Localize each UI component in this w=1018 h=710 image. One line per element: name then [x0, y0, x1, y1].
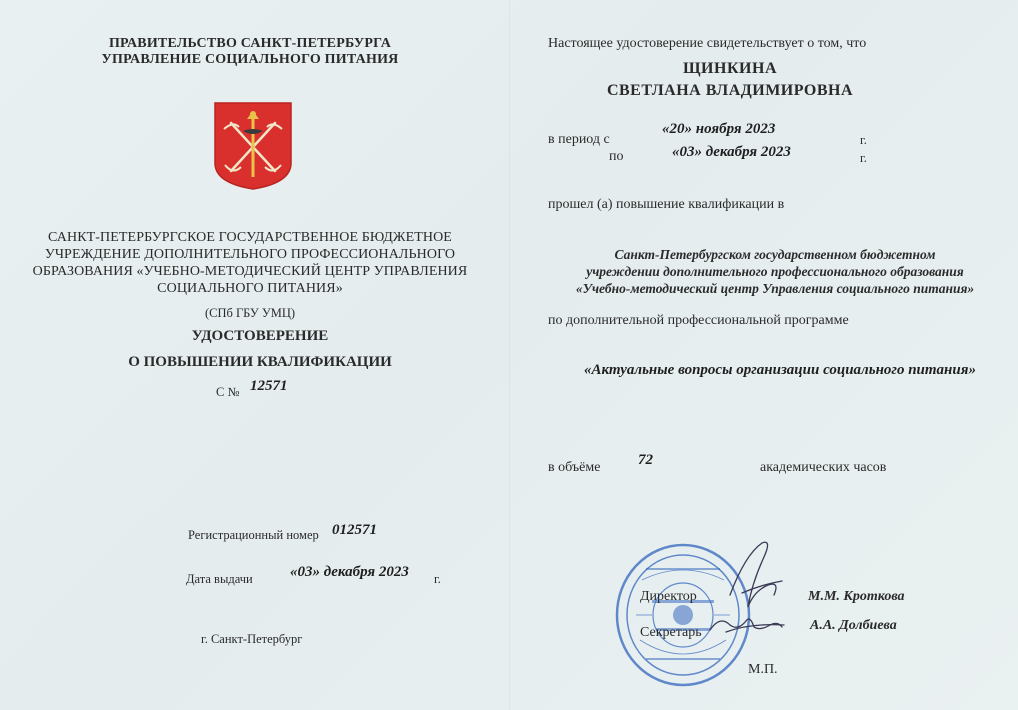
issue-date-label: Дата выдачи	[186, 572, 253, 586]
passed-label: прошел (а) повышение квалификации в	[548, 197, 785, 212]
period-to-label: по	[609, 149, 624, 164]
document-title: УДОСТОВЕРЕНИЕ	[191, 328, 329, 344]
organization-line-3: ОБРАЗОВАНИЯ «УЧЕБНО-МЕТОДИЧЕСКИЙ ЦЕНТР УПРАВЛЕНИЯ	[32, 264, 468, 279]
registration-number-value: 012571	[332, 522, 377, 538]
director-label: Директор	[640, 589, 697, 604]
period-to-value: «03» декабря 2023	[672, 144, 791, 160]
seal-label: М.П.	[748, 662, 778, 677]
institution-name	[545, 246, 1005, 297]
holder-given-names: СВЕТЛАНА ВЛАДИМИРОВНА	[606, 82, 854, 99]
period-from-label: в период с	[548, 132, 610, 147]
certificate-number-label: С №	[216, 385, 240, 399]
government-line-1: ПРАВИТЕЛЬСТВО САНКТ-ПЕТЕРБУРГА	[108, 36, 392, 51]
volume-unit: академических часов	[760, 460, 887, 475]
city-label: г. Санкт-Петербург	[201, 632, 303, 646]
institution-line-3: «Учебно-методический центр Управления социального питания»	[575, 281, 975, 296]
coat-of-arms-icon	[213, 101, 293, 191]
certificate-number-value: 12571	[250, 378, 288, 394]
organization-line-2: УЧРЕЖДЕНИЕ ДОПОЛНИТЕЛЬНОГО ПРОФЕССИОНАЛЬНОГО	[44, 247, 456, 262]
volume-value: 72	[638, 452, 653, 468]
document-subtitle: О ПОВЫШЕНИИ КВАЛИФИКАЦИИ	[128, 354, 392, 370]
secretary-label: Секретарь	[640, 625, 702, 640]
intro-text: Настоящее удостоверение свидетельствует о том, что	[548, 36, 867, 51]
page-fold	[509, 0, 510, 710]
institution-line-1: Санкт-Петербургском государственном бюджетном	[614, 247, 936, 262]
organization-name	[30, 229, 470, 297]
issue-date-year-suffix: г.	[434, 572, 441, 586]
volume-label: в объёме	[548, 460, 601, 475]
director-name: М.М. Кроткова	[808, 589, 905, 604]
organization-line-1: САНКТ-ПЕТЕРБУРГСКОЕ ГОСУДАРСТВЕННОЕ БЮДЖЕТНОЕ	[48, 230, 452, 245]
organization-abbreviation: (СПб ГБУ УМЦ)	[204, 306, 296, 320]
registration-number-label: Регистрационный номер	[188, 528, 319, 542]
institution-line-2: учреждении дополнительного профессионального образования	[586, 264, 964, 279]
holder-surname: ЩИНКИНА	[682, 60, 777, 77]
government-line-2: УПРАВЛЕНИЕ СОЦИАЛЬНОГО ПИТАНИЯ	[101, 52, 399, 67]
signature-icon	[690, 535, 800, 645]
program-name: «Актуальные вопросы организации социального питания»	[584, 362, 976, 378]
period-from-year-suffix: г.	[860, 133, 867, 147]
government-header	[60, 36, 440, 68]
program-label: по дополнительной профессиональной программе	[548, 313, 849, 328]
secretary-name: А.А. Долбиева	[810, 618, 897, 633]
organization-line-4: СОЦИАЛЬНОГО ПИТАНИЯ»	[157, 281, 343, 296]
issue-date-value: «03» декабря 2023	[290, 564, 409, 580]
period-to-year-suffix: г.	[860, 151, 867, 165]
period-from-value: «20» ноября 2023	[662, 121, 776, 137]
